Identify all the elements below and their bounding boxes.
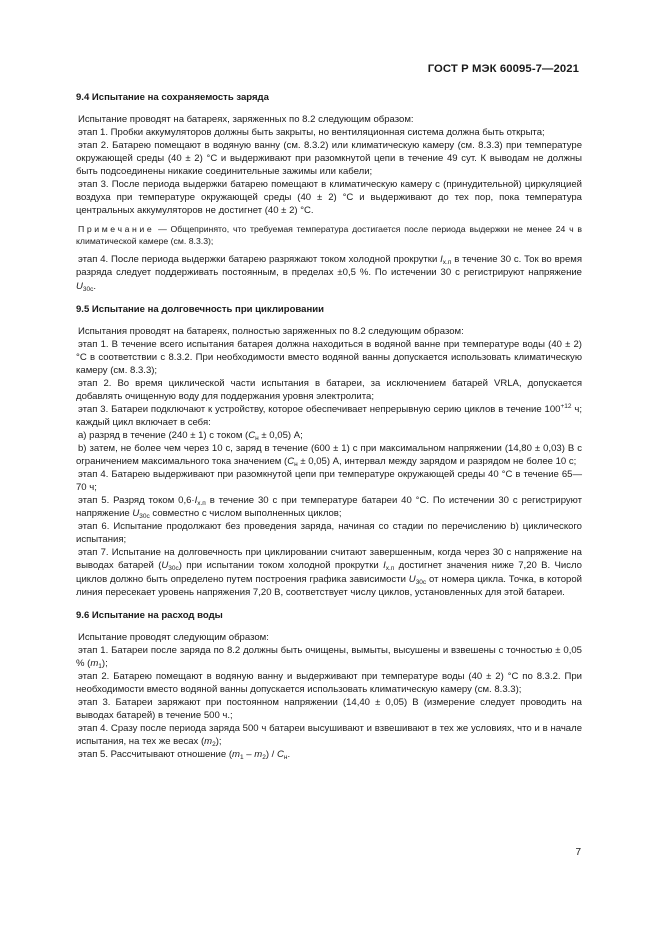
text-run: ) / bbox=[265, 749, 277, 761]
paragraph bbox=[76, 403, 582, 429]
paragraph bbox=[76, 494, 582, 520]
note-text: — Общепринято, что требуемая температура достигается после периода выдержки не менее 24 ч в климатической камере (см. 8.3.3); bbox=[76, 224, 582, 247]
text-run: ч; каждый цикл включает в себя: bbox=[76, 403, 582, 428]
text-run: от номера цикла. Точка, в которой линия пересекает уровень напряжения 7,20 В, соответствует числу циклов, установленных для этой батареи. bbox=[76, 573, 582, 598]
symbol: I bbox=[194, 495, 198, 507]
text-run: ); bbox=[101, 657, 108, 669]
text-run: а) разряд в течение (240 ± 1) с током ( bbox=[78, 429, 249, 441]
paragraph: Испытания проводят на батареях, полностью заряженных по 8.2 следующим образом: bbox=[78, 325, 464, 337]
subscript: н bbox=[283, 754, 288, 762]
note bbox=[76, 223, 582, 247]
symbol: U bbox=[132, 508, 140, 520]
paragraph: этап 4. Батарею выдерживают при разомкнутой цепи при температуре окружающей среды 40 °С в течение 65—70 ч; bbox=[76, 469, 582, 494]
paragraph: этап 3. Батареи заряжают при постоянном напряжении (14,40 ± 0,05) В (измерение следует проводить на выводах батарей) в течение 500 ч.; bbox=[76, 696, 582, 721]
text-run: b) затем, не более чем через 10 с, заряд в течение (600 ± 1) с при максимальном напряжении (14,80 ± 0,03) В с ограничением максимального тока значением ( bbox=[76, 443, 582, 468]
subscript: 2 bbox=[212, 741, 216, 749]
paragraph: этап 6. Испытание продолжают без проведения заряда, начиная со стадии по перечислению b) циклического испытания; bbox=[76, 521, 582, 546]
symbol: m bbox=[254, 749, 263, 761]
subscript: н bbox=[294, 461, 298, 469]
note-label: Примечание bbox=[78, 224, 155, 235]
paragraph bbox=[76, 748, 582, 761]
symbol: U bbox=[161, 560, 169, 572]
paragraph: этап 2. Батарею помещают в водяную ванну (см. 8.3.2) или климатическую камеру (см. 8.3.3) при температуре окружающей среды (40 ± 2) °С и выдерживают при разомкнутой цепи в течение 49 сут. К выводам не должны быть подсоединены никакие соединительные зажимы или кабели; bbox=[76, 140, 582, 178]
subscript: н bbox=[255, 434, 259, 442]
section-title-9-6: 9.6 Испытание на расход воды bbox=[76, 609, 223, 621]
text-run: этап 4. Сразу после периода заряда 500 ч батареи высушивают и взвешивают в тех же условиях, что и в начале испытания, на тех же весах ( bbox=[76, 722, 582, 748]
paragraph: этап 2. Во время циклической части испытания в батареи, за исключением батарей VRLA, допускается добавлять очищенную воду для поддержания уровня электролита; bbox=[76, 377, 582, 402]
text-run: этап 5. Рассчитывают отношение ( bbox=[78, 749, 233, 761]
paragraph: Испытание проводят на батареях, заряженных по 8.2 следующим образом: bbox=[78, 114, 414, 126]
text-run: ) при испытании током холодной прокрутки bbox=[178, 560, 384, 572]
text-run: – bbox=[243, 749, 255, 761]
symbol: U bbox=[408, 573, 416, 585]
text-run: этап 4. После периода выдержки батарею разряжают током холодной прокрутки bbox=[78, 254, 441, 266]
symbol: C bbox=[248, 429, 256, 441]
symbol: m bbox=[232, 749, 240, 761]
subscript: 30с bbox=[415, 578, 427, 586]
document-body bbox=[76, 91, 582, 761]
subscript: 1 bbox=[98, 662, 102, 670]
document-code: ГОСТ Р МЭК 60095-7—2021 bbox=[427, 63, 579, 75]
paragraph: Испытание проводят следующим образом: bbox=[78, 631, 269, 643]
paragraph bbox=[76, 546, 582, 598]
subscript: 30с bbox=[139, 513, 150, 521]
subscript: 30с bbox=[168, 565, 179, 573]
subscript: х.п bbox=[385, 565, 395, 573]
subscript: 30с bbox=[82, 285, 94, 293]
symbol: m bbox=[204, 736, 213, 748]
symbol: C bbox=[276, 749, 284, 761]
symbol: m bbox=[90, 657, 99, 669]
text-run: ); bbox=[215, 736, 222, 748]
paragraph: этап 2. Батарею помещают в водяную ванну и выдерживают при температуре воды (40 ± 2) °С по 8.3.2. При необходимости вместо водяной ванны допускается использовать климатическую камеру (см. 8.3.3); bbox=[76, 670, 582, 695]
symbol: C bbox=[287, 456, 295, 468]
text-run: этап 5. Разряд током 0,6· bbox=[78, 495, 195, 507]
text-run: в течение 30 с при температуре батареи 40 °С. По истечении 30 с регистрируют напряжение bbox=[76, 495, 583, 520]
paragraph: этап 3. После периода выдержки батарею помещают в климатическую камеру с (принудительной) циркуляцией воздуха при температуре окружающей среды (40 ± 2) °С и выдерживают до тех пор, пока температура центральных аккумуляторов не достигнет (40 ± 2) °С. bbox=[76, 179, 582, 217]
symbol: I bbox=[383, 560, 386, 572]
paragraph: этап 1. В течение всего испытания батарея должна находиться в водяной ванне при температуре воды (40 ± 2) °С в соответствии с 8.3.2. При необходимости вместо водяной ванны допускается использовать климатическую камеру (см. 8.3.3); bbox=[76, 338, 582, 376]
list-item bbox=[76, 442, 582, 468]
text-run: достигнет значения ниже 7,20 В. Число циклов должно быть определено путем построения графика зависимости bbox=[76, 560, 582, 585]
superscript: +12 bbox=[560, 402, 572, 410]
subscript: х.п bbox=[197, 500, 206, 508]
subscript: 1 bbox=[240, 754, 244, 762]
subscript: 2 bbox=[262, 754, 266, 762]
text-run: . bbox=[93, 280, 97, 292]
list-item bbox=[76, 429, 582, 442]
text-run: ± 0,05) А; bbox=[258, 429, 303, 441]
paragraph bbox=[76, 644, 582, 670]
text-run: в течение 30 с. Ток во время разряда следует поддерживать постоянным, в пределах ±0,5 %. По истечении 30 с регистрируют напряжение bbox=[76, 254, 582, 279]
symbol: U bbox=[76, 280, 83, 292]
section-title-9-4: 9.4 Испытание на сохраняемость заряда bbox=[76, 92, 269, 103]
page-number: 7 bbox=[575, 847, 581, 858]
paragraph bbox=[76, 253, 582, 292]
symbol: I bbox=[440, 254, 443, 266]
text-run: этап 1. Батареи после заряда по 8.2 должны быть очищены, вымыты, высушены и взвешены с точностью ± 0,05 % ( bbox=[76, 644, 582, 669]
text-run: ± 0,05) А, интервал между зарядом и разрядом не более 10 с; bbox=[297, 456, 577, 468]
text-run: этап 3. Батареи подключают к устройству, которое обеспечивает непрерывную серию циклов в течение 100 bbox=[78, 403, 561, 415]
text-run: этап 7. Испытание на долговечность при циклировании считают завершенным, когда через 30 с напряжение на выводах батарей ( bbox=[76, 547, 582, 572]
section-title-9-5: 9.5 Испытание на долговечность при циклировании bbox=[76, 303, 324, 315]
paragraph: этап 1. Пробки аккумуляторов должны быть закрыты, но вентиляционная система должна быть открыта; bbox=[78, 127, 545, 139]
paragraph bbox=[76, 722, 582, 748]
text-run: . bbox=[287, 749, 291, 761]
text-run: совместно с числом выполненных циклов; bbox=[149, 508, 342, 520]
subscript: х.п bbox=[442, 259, 452, 267]
